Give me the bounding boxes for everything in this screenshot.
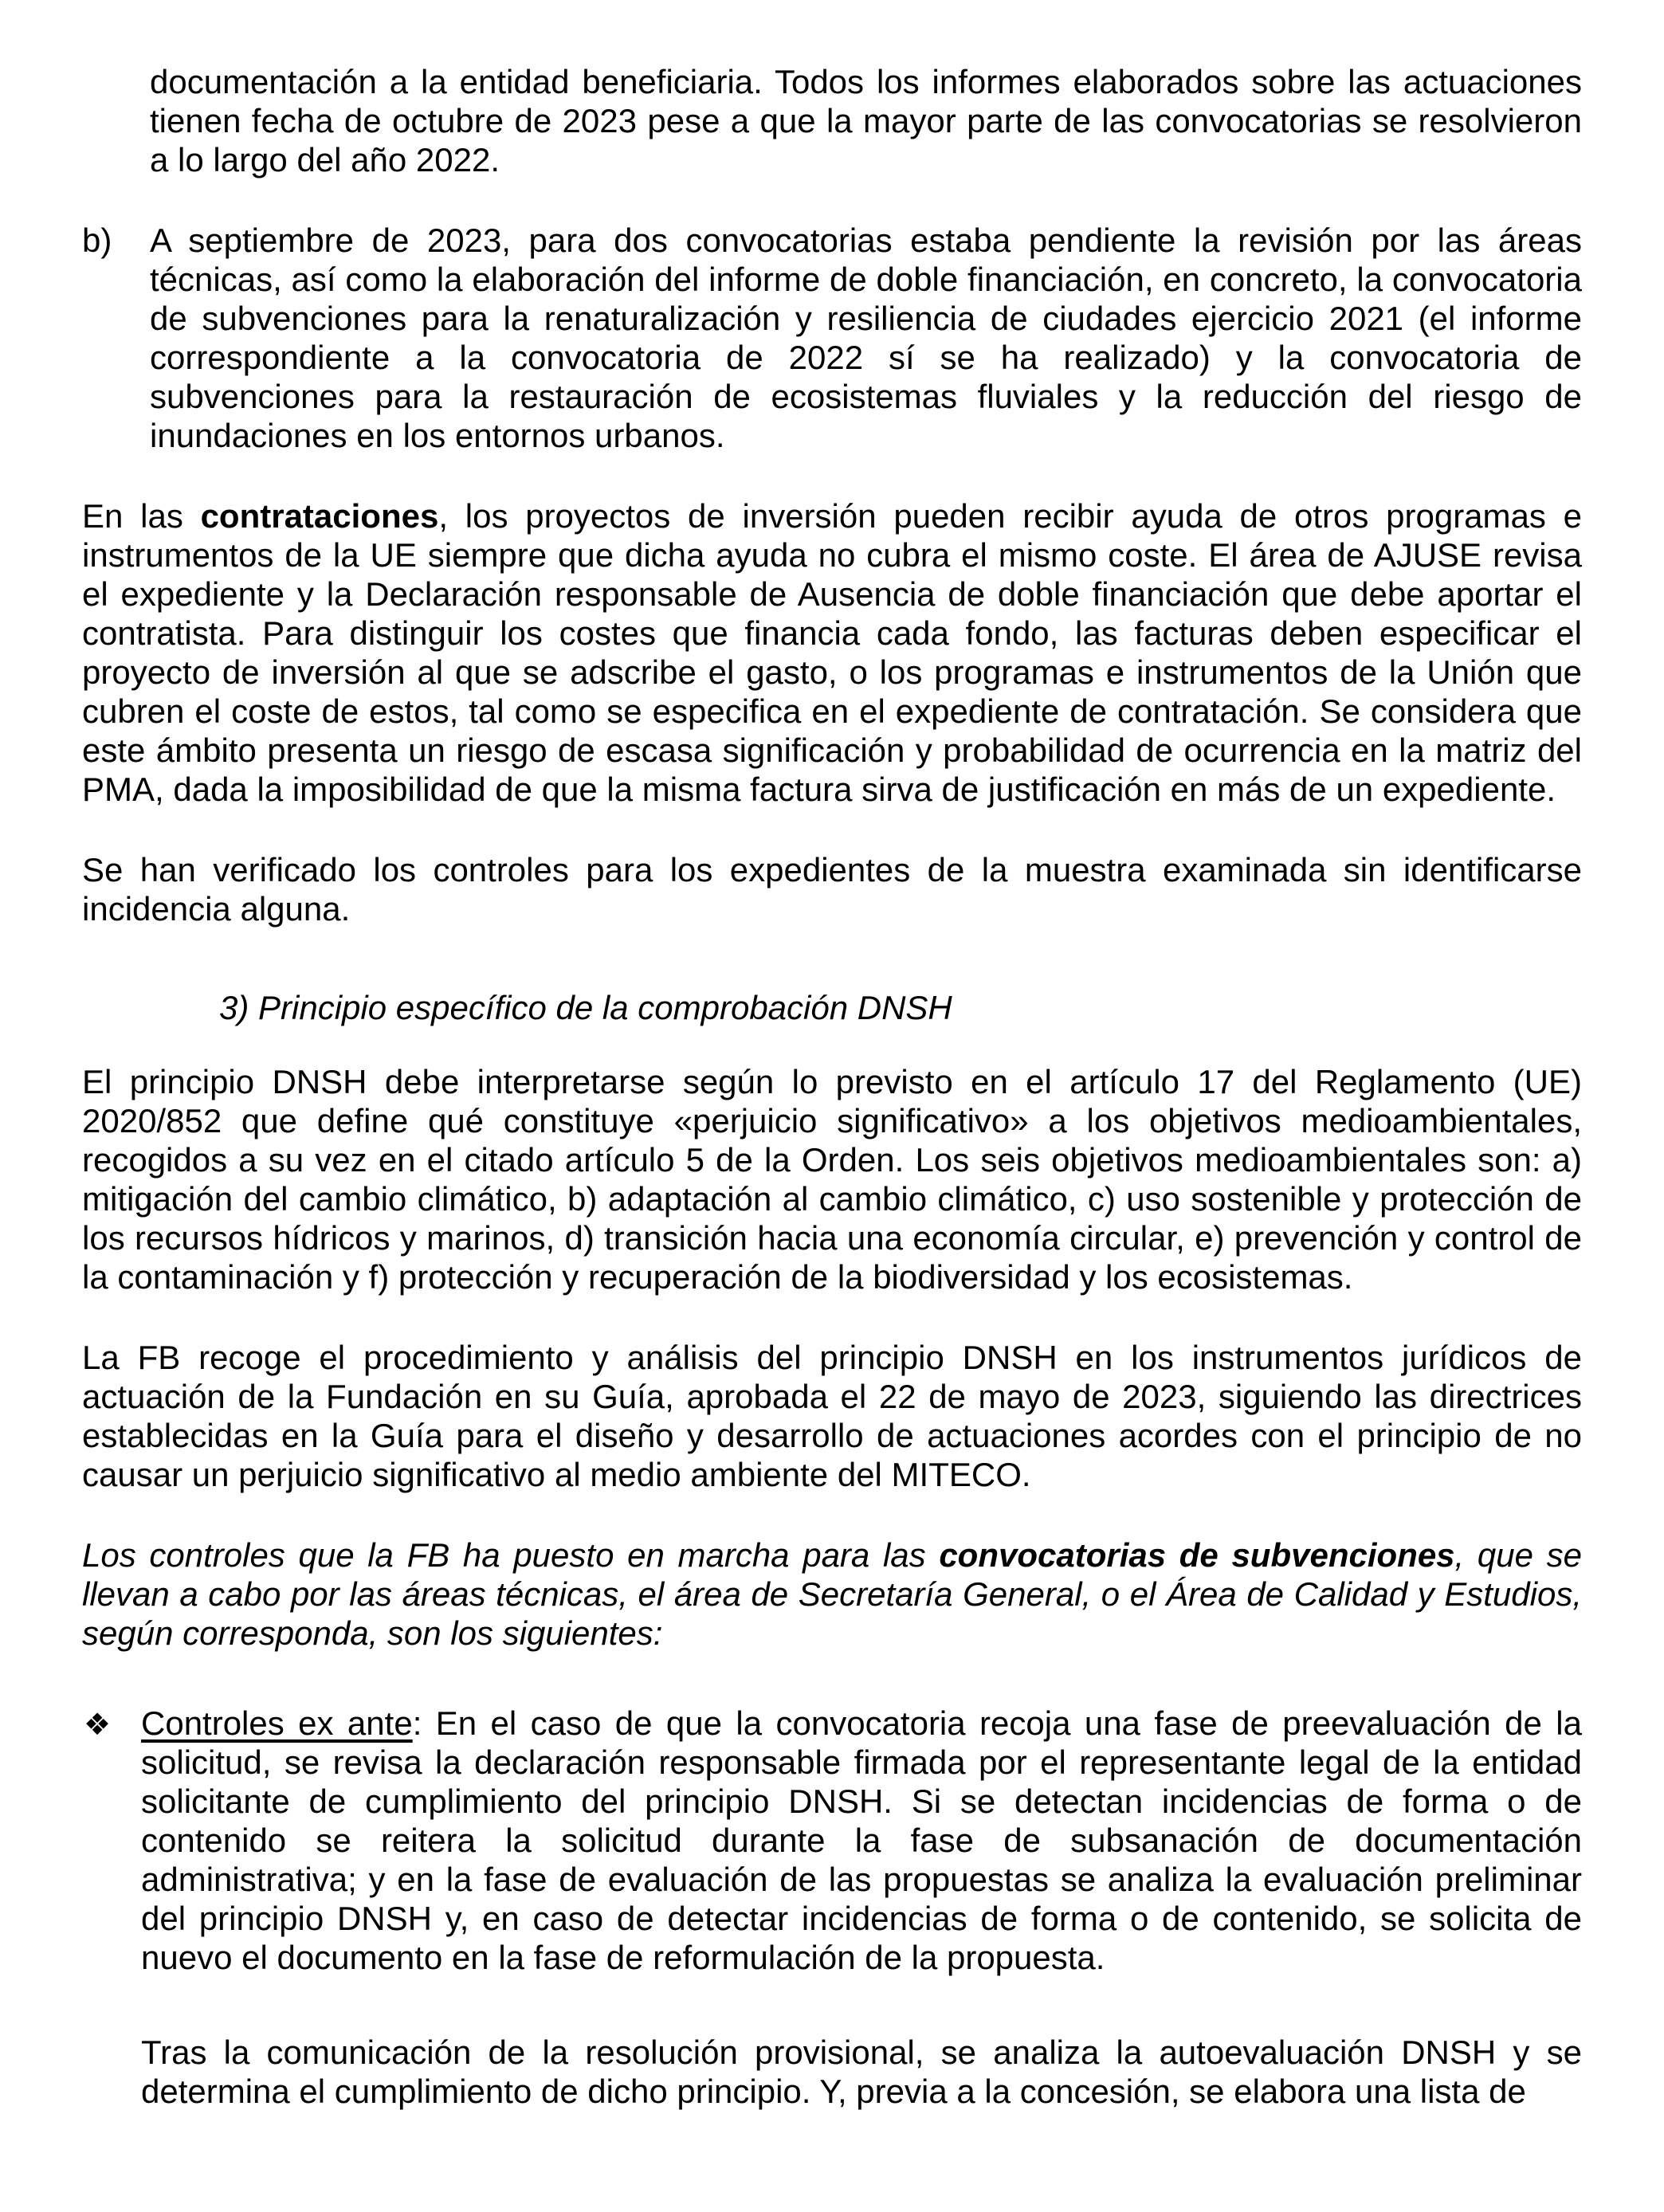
bold-text-segment: contrataciones — [200, 497, 439, 535]
paragraph-controles-intro — [82, 1535, 1582, 1653]
text-segment: , que se llevan a cabo por las áreas técnicas, el área de Secretaría General, o el Área de Calidad y Estudios, según corresponda, son los siguientes: — [82, 1536, 1582, 1652]
text-segment: documentación a la entidad beneficiaria. Todos los informes elaborados sobre las actuaciones tienen fecha de octubre de 2023 pese a que la mayor parte de las convocatorias se resolvieron a lo largo del año 2022. — [150, 63, 1582, 178]
list-item-b-text — [150, 222, 1582, 454]
text-segment: La FB recoge el procedimiento y análisis del principio DNSH en los instrumentos jurídicos de actuación de la Fundación en su Guía, aprobada el 22 de mayo de 2023, siguiendo las directrices establecidas en la Guía para el diseño y desarrollo de actuaciones acordes con el principio de no causar un perjuicio significativo al medio ambiente del MITECO. — [82, 1339, 1582, 1493]
paragraph-tras-resolucion — [141, 2033, 1582, 2111]
diamond-bullet-icon: ❖ — [84, 1708, 112, 1742]
bullet-item-text — [141, 1704, 1582, 1976]
section-heading-dnsh: 3) Principio específico de la comprobación DNSH — [219, 989, 952, 1026]
text-segment: En las — [82, 497, 201, 535]
bold-text-segment: convocatorias de subvenciones — [939, 1536, 1455, 1574]
paragraph-fb-guia — [82, 1338, 1582, 1494]
text-segment: A septiembre de 2023, para dos convocatorias estaba pendiente la revisión por las áreas técnicas, así como la elaboración del informe de doble financiación, en concreto, la convocatoria de subvenciones para la renaturalización y resiliencia de ciudades ejercicio 2021 (el informe correspondiente a la convocatoria de 2022 sí se ha realizado) y la convocatoria de subvenciones para la restauración de ecosistemas fluviales y la reducción del riesgo de inundaciones en los entornos urbanos. — [150, 222, 1582, 454]
paragraph-principio-dnsh — [82, 1062, 1582, 1296]
paragraph-continuation — [150, 62, 1582, 179]
bullet-item-controles-ex-ante — [82, 1704, 1582, 1977]
text-segment: Los controles que la FB ha puesto en marcha para las — [82, 1536, 940, 1574]
paragraph-contrataciones — [82, 496, 1582, 809]
list-item-b — [82, 221, 1582, 455]
text-segment: , los proyectos de inversión pueden recibir ayuda de otros programas e instrumentos de la UE siempre que dicha ayuda no cubra el mismo coste. El área de AJUSE revisa el expediente y la Declaración responsable de Ausencia de doble financiación que debe aportar el contratista. Para distinguir los costes que financia cada fondo, las facturas deben especificar el proyecto de inversión al que se adscribe el gasto, o los programas e instrumentos de la Unión que cubren el coste de estos, tal como se especifica en el expediente de contratación. Se considera que este ámbito presenta un riesgo de escasa significación y probabilidad de ocurrencia en la matriz del PMA, dada la imposibilidad de que la misma factura sirva de justificación en más de un expediente. — [82, 497, 1582, 808]
text-segment: Se han verificado los controles para los expedientes de la muestra examinada sin identificarse incidencia alguna. — [82, 851, 1582, 928]
paragraph-controles-verificados — [82, 850, 1582, 928]
text-segment: : En el caso de que la convocatoria recoja una fase de preevaluación de la solicitud, se revisa la declaración responsable firmada por el representante legal de la entidad solicitante de cumplimiento del principio DNSH. Si se detectan incidencias de forma o de contenido se reitera la solicitud durante la fase de subsanación de documentación administrativa; y en la fase de evaluación de las propuestas se analiza la evaluación preliminar del principio DNSH y, en caso de detectar incidencias de forma o de contenido, se solicita de nuevo el documento en la fase de reformulación de la propuesta. — [141, 1704, 1582, 1976]
text-segment: Tras la comunicación de la resolución provisional, se analiza la autoevaluación DNSH y se determina el cumplimiento de dicho principio. Y, previa a la concesión, se elabora una lista de — [141, 2034, 1582, 2110]
underlined-text-segment: Controles ex ante — [141, 1704, 413, 1742]
list-item-b-label: b) — [82, 222, 112, 259]
text-segment: El principio DNSH debe interpretarse según lo previsto en el artículo 17 del Reglamento (UE) 2020/852 que define qué constituye «perjuicio significativo» a los objetivos medioambientales, recogidos a su vez en el citado artículo 5 de la Orden. Los seis objetivos medioambientales son: a) mitigación del cambio climático, b) adaptación al cambio climático, c) uso sostenible y protección de los recursos hídricos y marinos, d) transición hacia una economía circular, e) prevención y control de la contaminación y f) protección y recuperación de la biodiversidad y los ecosistemas. — [82, 1063, 1582, 1296]
